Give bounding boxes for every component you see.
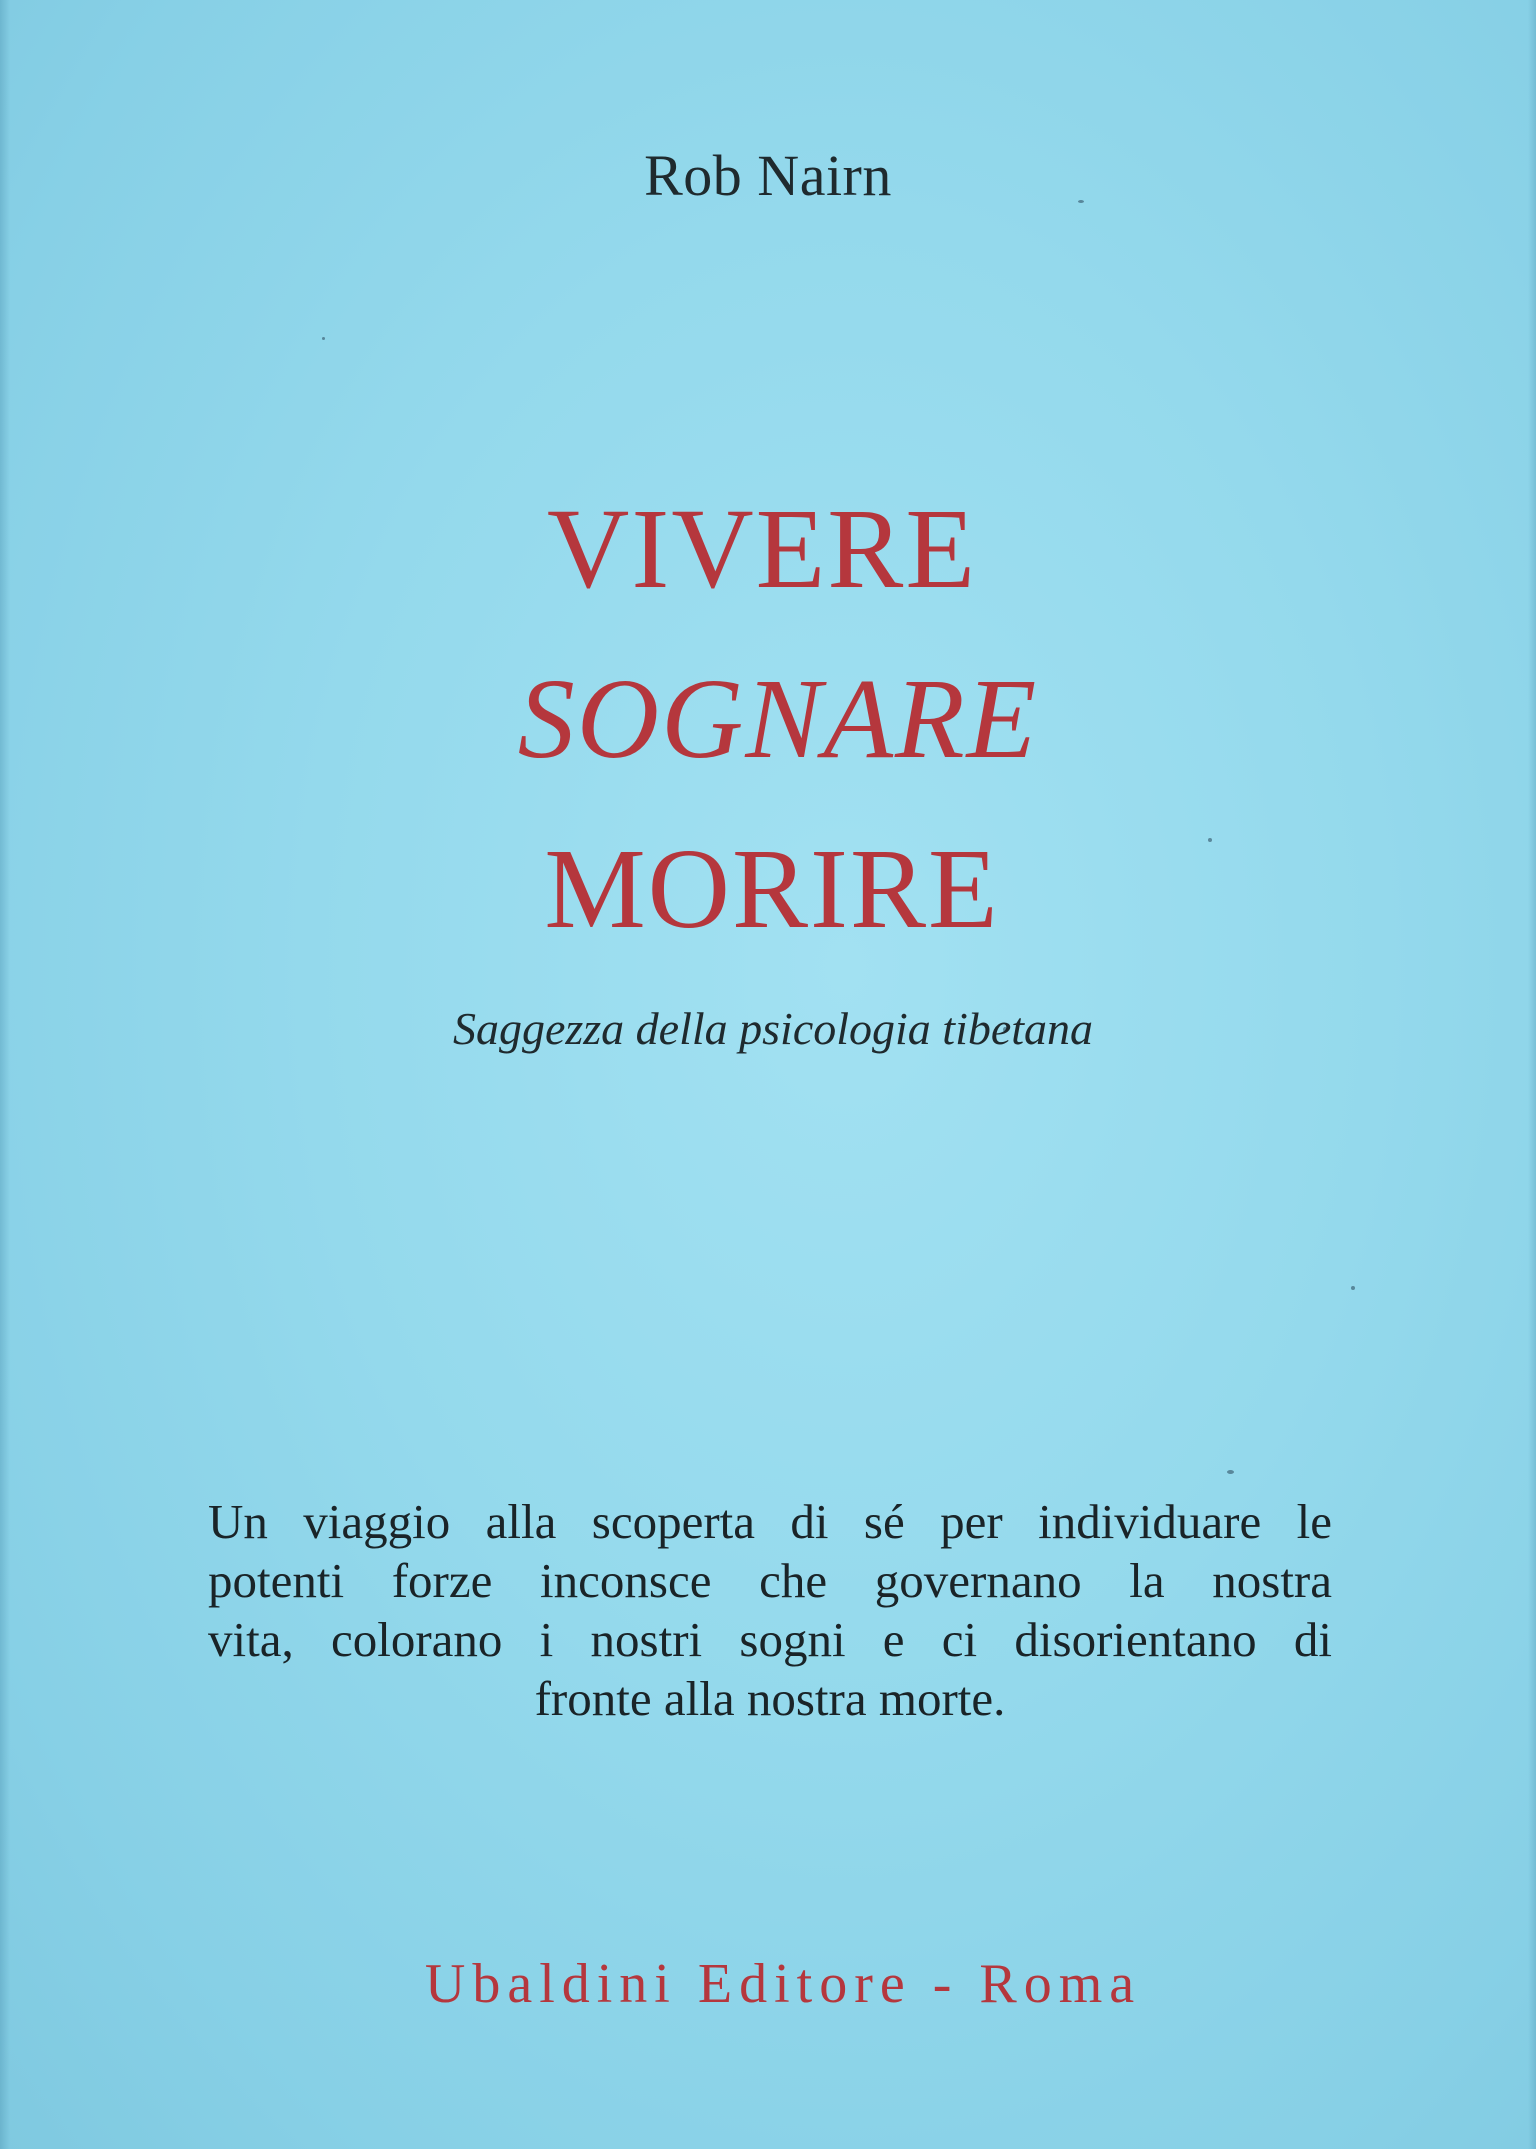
author-name: Rob Nairn xyxy=(644,143,892,208)
title-line-vivere: VIVERE xyxy=(547,485,977,612)
blurb-line: fronte alla nostra morte. xyxy=(534,1671,1006,1726)
paper-speck xyxy=(1351,1286,1355,1290)
title-line-sognare: SOGNARE xyxy=(517,655,1039,782)
paper-speck xyxy=(322,337,325,340)
paper-speck xyxy=(1227,1470,1234,1474)
blurb-line: Un viaggio alla scoperta di sé per individuare le xyxy=(208,1494,1332,1549)
cover-right-edge xyxy=(1528,0,1536,2149)
publisher-imprint: Ubaldini Editore - Roma xyxy=(424,1953,1142,2015)
book-subtitle: Saggezza della psicologia tibetana xyxy=(452,1003,1094,1054)
blurb-line: potenti forze inconsce che governano la nostra xyxy=(208,1553,1332,1608)
cover-blurb xyxy=(208,1492,1332,1728)
blurb-line: vita, colorano i nostri sogni e ci disorientano di xyxy=(208,1612,1332,1667)
title-line-morire: MORIRE xyxy=(544,825,1000,952)
cover-left-edge xyxy=(0,0,10,2149)
